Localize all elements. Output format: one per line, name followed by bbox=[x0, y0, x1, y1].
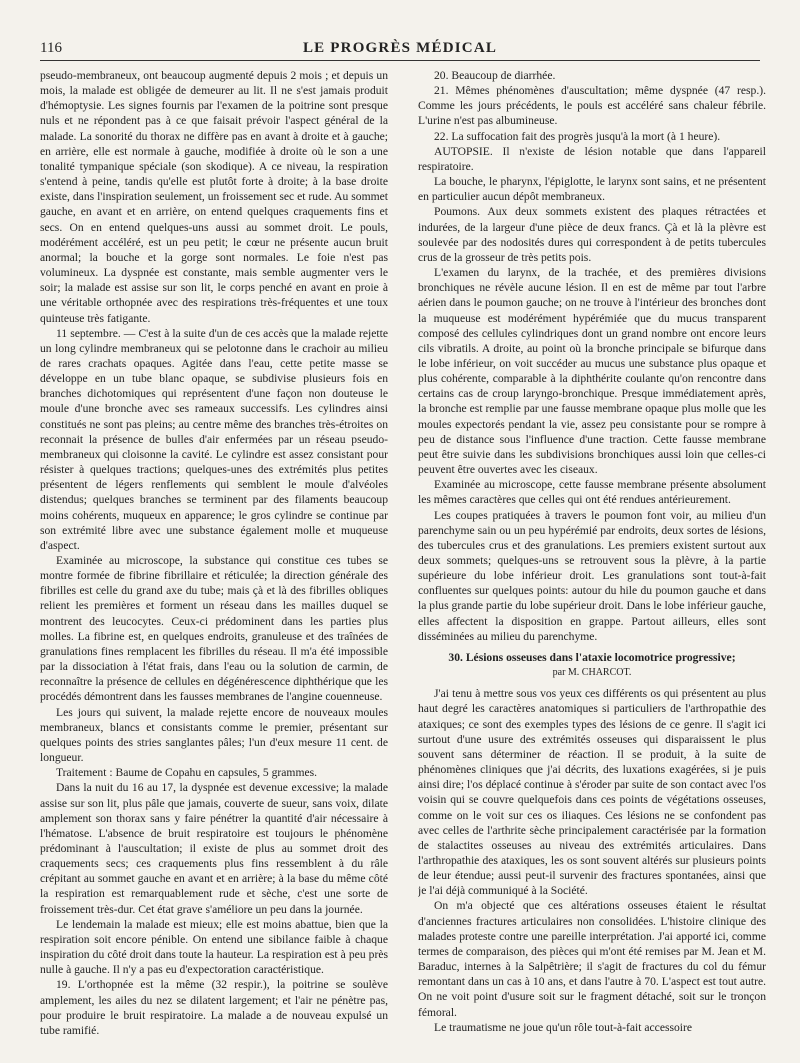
paragraph: 22. La suffocation fait des progrès jusqu'à la mort (à 1 heure). bbox=[434, 129, 721, 143]
paragraph: 19. L'orthopnée est la même (32 respir.), la poitrine se soulève amplement, les ailes du nez se dilatent largement; et l'air ne pénètre pas, pour produire le bruit respiratoire. La malade a de nouveau expulsé un tube ramifié. bbox=[40, 978, 388, 1037]
paragraph: Traitement : Baume de Copahu en capsules, 5 grammes. bbox=[56, 766, 318, 780]
paragraph: Le lendemain la malade est mieux; elle est moins abattue, bien que la respiration soit encore pénible. On entend une sibilance faible à chaque inspiration du côté droit dans toute la hauteur. La respiration est à peu près nulle à gauche. Il n'y a pas eu d'expectoration caractéristique. bbox=[40, 917, 388, 977]
section-title: 30. Lésions osseuses dans l'ataxie locomotrice progressive; bbox=[448, 650, 736, 664]
journal-title: LE PROGRÈS MÉDICAL bbox=[302, 40, 498, 56]
paragraph: La bouche, le pharynx, l'épiglotte, le larynx sont sains, et ne présentent en particulier aucun dépôt membraneux. bbox=[418, 175, 766, 204]
paragraph: Les jours qui suivent, la malade rejette encore de nouveaux moules membraneux, blancs et consistants comme le premier, présentant sur quelques points des stries sanglantes pâles; l'un d'eux mesure 11 cent. de longueur. bbox=[40, 705, 388, 765]
page-number: 116 bbox=[40, 40, 62, 56]
section-byline: par M. CHARCOT. bbox=[552, 667, 632, 679]
paragraph: pseudo-membraneux, ont beaucoup augmenté depuis 2 mois ; et depuis un mois, la malade est obligée de demeurer au lit. Il ne s'est jamais produit d'hémoptysie. Les signes fournis par l'examen de la poitrine sont presque nuls et ne répondent pas à ce que faisait prévoir l'aspect général de la malade. La sonorité du thorax ne diffère pas en avant à droite et à gauche; en arrière, elle est normale à gauche, modifiée à droite où le son a une tonalité tympanique spéciale (son skodique). A ce niveau, la respiration s'entend à peine, tandis qu'elle est plutôt forte à droite; à la base droite existe, dans l'inspiration seulement, un froissement sec et rude. Au sommet gauche, en avant et en arrière, on entend quelques craquements fins et secs. On en entend quelques-uns aussi au sommet droit. Le pouls, modérément accéléré, est un peu petit; le cœur ne présente aucun bruit anormal; la bouche et la gorge sont normales. Le foie n'est pas volumineux. La dyspnée est constante, mais semble augmenter vers le soir; la malade est assise sur son lit, le corps penché en avant en proie à une véritable orthopnée avec des respirations très-fréquentes et une toux quinteuse très fatigante. bbox=[40, 69, 388, 325]
paragraph: J'ai tenu à mettre sous vos yeux ces différents os qui présentent au plus haut degré les caractères anatomiques si particuliers de l'arthropathie des ataxiques; ce sont des exemples types des lésions de ce genre. Il s'agit ici surtout d'une usure des extrémités osseuses qui disparaissent le plus souvent sans déterminer de réaction. Il se produit, à la suite de phénomènes cliniques que j'ai décrits, des luxations exagérées, si je puis ainsi dire; l'os déplacé continue à s'éroder par suite de son contact avec l'os voisin qui se couvre quelquefois dans ces points de végétations osseuses, comme on le voit sur ces os iliaques. Ces lésions ne se confondent pas avec celles de l'arthrite sèche principalement caractérisée par la formation de stalactites osseuses au niveau des extrémités articulaires. Dans l'arthropathie des ataxiques, les os sont souvent altérés sur plusieurs points de leur étendue; aussi peut-il survenir des fractures spontanées, ainsi que je l'ai déjà communiqué à la Société. bbox=[418, 687, 766, 898]
paragraph: L'examen du larynx, de la trachée, et des premières divisions bronchiques ne révèle aucune lésion. Il en est de même par tout l'arbre aérien dans le poumon gauche; on ne trouve à l'intérieur des bronches dont la muqueuse est modérément hypérémiée que du mucus transparent composé des cellules cylindriques dont un grand nombre ont encore leurs cils vibratils. A droite, au point où la bronche principale se bifurque dans le lobe inférieur, on voit succéder au mucus une substance plus opaque et plus cohérente, comparable à la diphthérite coulante qu'on rencontre dans certains cas de croup laryngo-bronchique. Presque immédiatement après, la bronche est remplie par une fausse membrane opaque plus molle que les moules expectorés pendant la vie, assez peu consistante pour se rompre à peu de distance sous l'influence d'une traction. Cette fausse membrane peut être suivie dans les subdivisions bronchiques aussi loin que celles-ci peuvent être ouvertes avec les ciseaux. bbox=[418, 266, 766, 477]
paragraph: Dans la nuit du 16 au 17, la dyspnée est devenue excessive; la malade assise sur son lit, plus pâle que jamais, couverte de sueur, sans voix, dilate amplement son thorax sans y faire pénétrer la quantité d'air nécessaire à l'hématose. L'absence de bruit respiratoire est toujours le phénomène prédominant à l'auscultation; il existe de plus au sommet droit des craquements secs; ces craquements plus fins ressemblent à du râle crépitant au sommet gauche en avant et en arrière; à la base du même côté la respiration est remarquablement rude et sèche, c'est une sorte de froissement très-dur. Cet état grave s'améliore un peu dans la journée. bbox=[40, 781, 388, 916]
paragraph: 21. Mêmes phénomènes d'auscultation; même dyspnée (47 resp.). Comme les jours précédents, le pouls est accéléré sans chaleur fébrile. L'urine n'est pas albumineuse. bbox=[418, 84, 766, 128]
paragraph: 20. Beaucoup de diarrhée. bbox=[434, 69, 556, 82]
paragraph: Poumons. Aux deux sommets existent des plaques rétractées et indurées, de la largeur d'une pièce de deux francs. Çà et là la plèvre est soulevée par des nodosités dures qui correspondent à de petits tubercules crus de la grosseur de très petits pois. bbox=[418, 205, 766, 264]
paragraph: Examinée au microscope, la substance qui constitue ces tubes se montre formée de fibrine fibrillaire et réticulée; la direction générale des fibrilles est celle du grand axe du tube; mais çà et là des fibrilles obliques relient les premières et forment un réseau dans les mailles duquel se montrent des leucocytes. Ceux-ci prédominent dans les parties plus molles. La fibrine est, en quelques endroits, granuleuse et des traînées de granulations fines remplacent les fibrilles du réseau. Il m'a été impossible par la dissociation à l'état frais, dans l'eau ou la solution de carmin, de reconnaître la présence de cellules en dégénérescence diphthérique que les procédés démontrent dans les fausses membranes de l'angine couenneuse. bbox=[40, 554, 388, 704]
paragraph: Le traumatisme ne joue qu'un rôle tout-à-fait accessoire bbox=[434, 1020, 693, 1034]
paragraph: Les coupes pratiquées à travers le poumon font voir, au milieu d'un parenchyme sain ou un peu hypérémié par endroits, deux sortes de lésions, des tubercules crus et des granulations. Les premiers existent surtout aux deux sommets; quelques-uns se retrouvent sous la plèvre, à la partie supérieure du lobe inférieur droit. Les granulations sont tout-à-fait confluentes sur quelques points: autour du hile du poumon gauche et dans la plus grande partie du lobe supérieur droit. Dans le lobe inférieur gauche, elles affectent la disposition en grappe. Partout ailleurs, elles sont disséminées au milieu du parenchyme. bbox=[418, 508, 766, 643]
page-header bbox=[40, 38, 760, 61]
paragraph: AUTOPSIE. Il n'existe de lésion notable que dans l'appareil respiratoire. bbox=[418, 144, 766, 173]
paragraph: Examinée au microscope, cette fausse membrane présente absolument les mêmes caractères que celles qui ont été rendues antérieurement. bbox=[418, 478, 766, 507]
paragraph: On m'a objecté que ces altérations osseuses étaient le résultat d'anciennes fractures articulaires non consolidées. L'histoire clinique des malades proteste contre une pareille interprétation. J'ai apporté ici, comme termes de comparaison, des pièces qui m'ont été remises par M. Jean et M. Baraduc, internes à la Salpêtrière; il s'agit de fractures du col du fémur remontant dans un cas à 10 ans, et dans l'autre à 70. L'aspect est tout autre. On ne voit point d'usure soit sur le fragment détaché, soit sur le tronçon fémoral. bbox=[418, 899, 766, 1019]
paragraph: 11 septembre. — C'est à la suite d'un de ces accès que la malade rejette un long cylindre membraneux qui se pelotonne dans le crachoir au milieu de rares crachats opaques. Agitée dans l'eau, cette petite masse se développe en un tube blanc opaque, se subdivise plusieurs fois en branches dichotomiques qui représentent d'une façon non douteuse le moule d'une bronche avec ses rameaux successifs. Les cylindres ainsi constitués ne sont pas pleins; au centre même des branches très-étroites on reconnait la présence de bulles d'air enfermées par un réseau pseudo-membraneux qui cloisonne la cavité. Le cylindre est assez consistant pour résister à quelques tractions; quelques-unes des extrémités plus petites présentent de légers renflements qui semblent le moule d'alvéoles distendus; quelques branches se terminent par des filaments beaucoup moins cohérents, muqueux en apparence; le gros cylindre se continue par son extrémité libre avec une substance également molle et muqueuse d'aspect. bbox=[40, 326, 388, 552]
left-column bbox=[40, 68, 388, 1043]
right-column bbox=[418, 68, 766, 1043]
